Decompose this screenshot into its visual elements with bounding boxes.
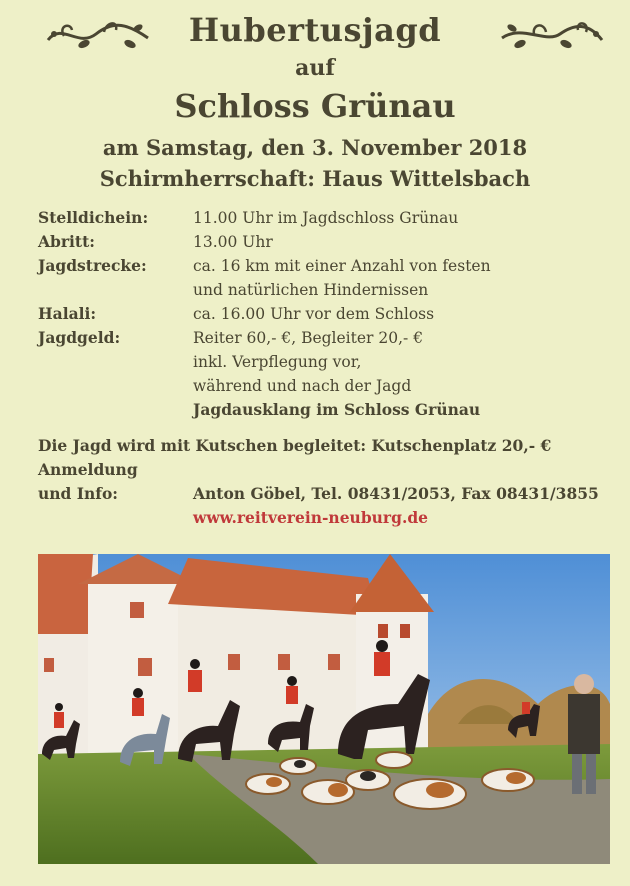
detail-label: Abritt:: [38, 232, 95, 251]
detail-row: [38, 230, 598, 254]
coach-info: Die Jagd wird mit Kutschen begleitet: Kutschenplatz 20,- €: [38, 436, 552, 455]
detail-value: Reiter 60,- €, Begleiter 20,- €: [193, 329, 424, 347]
patronage: Schirmherrschaft: Haus Wittelsbach: [99, 166, 531, 191]
detail-label: Stelldichein:: [38, 208, 149, 227]
detail-label: Halali:: [38, 304, 97, 323]
detail-row: [38, 350, 598, 374]
contact-row: [38, 482, 618, 506]
detail-value: ca. 16 km mit einer Anzahl von festen: [193, 257, 491, 275]
detail-row: [38, 374, 598, 398]
detail-value: und natürlichen Hindernissen: [193, 281, 429, 299]
venue-title: Schloss Grünau: [174, 87, 456, 125]
detail-value: 13.00 Uhr: [193, 233, 273, 251]
detail-value-closing-event: Jagdausklang im Schloss Grünau: [193, 400, 481, 419]
detail-row: [38, 302, 598, 326]
detail-value: ca. 16.00 Uhr vor dem Schloss: [193, 305, 435, 323]
detail-row: [38, 326, 598, 350]
event-title: Hubertusjagd: [188, 11, 442, 49]
website-row: [38, 506, 618, 530]
detail-value: inkl. Verpflegung vor,: [193, 353, 362, 371]
info-label: und Info:: [38, 484, 119, 503]
website-link[interactable]: www.reitverein-neuburg.de: [193, 508, 429, 527]
detail-row: [38, 254, 598, 278]
detail-label: Jagdgeld:: [38, 328, 121, 347]
registration-label: Anmeldung: [38, 460, 138, 479]
detail-row: [38, 206, 598, 230]
detail-row: [38, 398, 598, 422]
hunt-photo: [38, 554, 610, 864]
event-date: am Samstag, den 3. November 2018: [102, 135, 528, 160]
event-details: [38, 206, 598, 422]
title-connector: auf: [295, 55, 335, 81]
registration-row: [38, 458, 618, 482]
detail-value: 11.00 Uhr im Jagdschloss Grünau: [193, 209, 459, 227]
detail-value: während und nach der Jagd: [193, 377, 412, 395]
contact-details: Anton Göbel, Tel. 08431/2053, Fax 08431/3855: [193, 484, 599, 503]
detail-label: Jagdstrecke:: [38, 256, 147, 275]
footer-info: [38, 434, 618, 530]
detail-row: [38, 278, 598, 302]
